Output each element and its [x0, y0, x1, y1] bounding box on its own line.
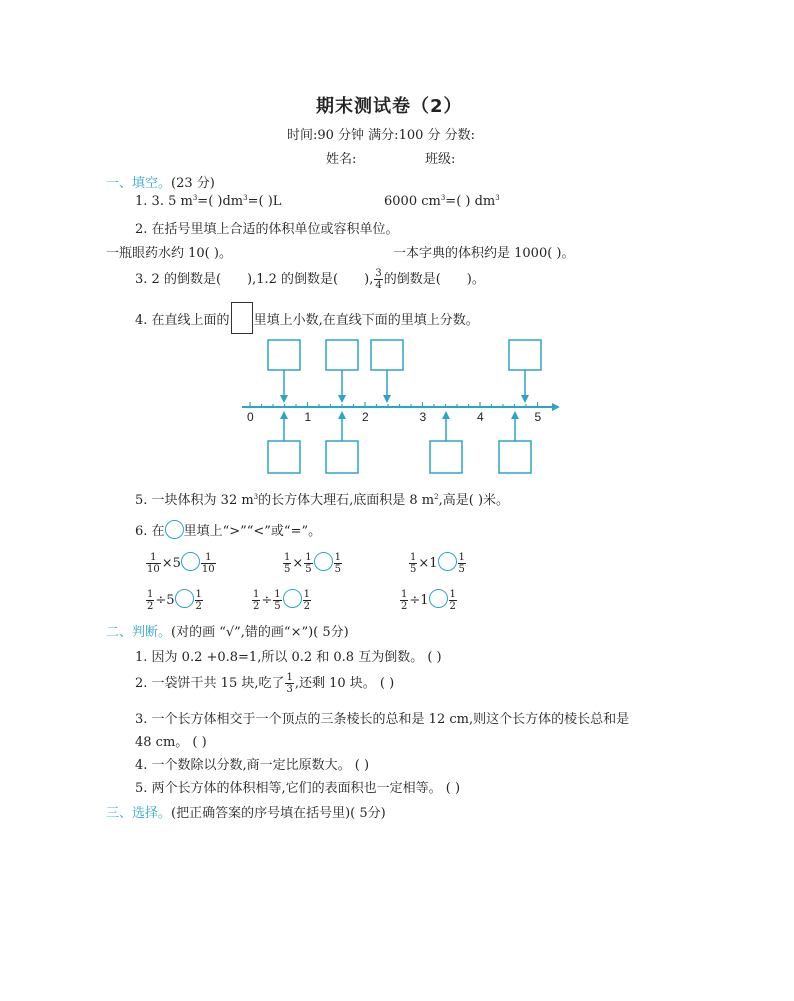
axis-arrowhead — [552, 403, 560, 411]
section1-heading: 一、填空。(23 分) — [106, 176, 215, 191]
compare-circle[interactable] — [175, 589, 194, 608]
compare-circle[interactable] — [314, 552, 333, 571]
tick-label: 1 — [304, 410, 312, 424]
number-line-diagram — [238, 333, 568, 478]
compare-5: $\frac{1}{2}$ ÷ $\frac{1}{5}$ $\frac{1}{2}$ — [253, 589, 311, 612]
exam-info: 时间:90 分钟 满分:100 分 分数: — [287, 128, 476, 143]
fill-q6: 6. 在 里填上“>”“<”或“=”。 — [135, 520, 321, 539]
section2-heading: 二、判断。(对的画 “√”,错的画“×”)( 5分) — [106, 625, 349, 640]
tick-label: 5 — [534, 410, 542, 424]
tick-label: 4 — [477, 410, 484, 424]
compare-circle[interactable] — [438, 552, 457, 571]
fill-q4: 4. 在直线上面的 里填上小数,在直线下面的里填上分数。 — [135, 302, 479, 334]
fill-q3: 3. 2 的倒数是( ),1.2 的倒数是( ), $\frac{3}{4}$ 的倒数是( )。 — [135, 268, 485, 291]
top-box-4 — [509, 340, 541, 370]
name-label: 姓名: — [326, 152, 357, 167]
bottom-box-4 — [499, 441, 531, 473]
fill-q2-left: 一瓶眼药水约 10( )。 — [106, 246, 232, 261]
bottom-box-3 — [430, 441, 462, 473]
section3-heading: 三、选择。(把正确答案的序号填在括号里)( 5分) — [106, 806, 386, 821]
fraction-3-4: $\frac{3}{4}$ — [375, 268, 382, 291]
tick-label: 3 — [419, 410, 427, 424]
page-title: 期末测试卷（2） — [316, 96, 463, 117]
fill-q2: 2. 在括号里填上合适的体积单位或容积单位。 — [135, 222, 399, 237]
fill-q5: 5. 一块体积为 32 $m^3$的长方体大理石,底面积是 8 $m^2$,高是( )米。 — [135, 493, 510, 508]
tick-label: 2 — [362, 410, 369, 424]
top-box-1 — [268, 340, 300, 370]
judge-q2: 2. 一袋饼干共 15 块,吃了 $\frac{1}{3}$ ,还剩 10 块。 ( ) — [135, 672, 395, 695]
fill-q1-part2: 6000 $cm^3=$( ) $dm^3$ — [384, 194, 500, 209]
answer-box-sample — [231, 302, 253, 334]
fill-q1: 1. 3. 5 $m^3=$( )$dm^3=$( )L — [135, 194, 282, 209]
judge-q4: 4. 一个数除以分数,商一定比原数大。 ( ) — [135, 758, 370, 773]
judge-q3: 3. 一个长方体相交于一个顶点的三条棱长的总和是 12 cm,则这个长方体的棱长总和是 — [135, 712, 630, 727]
judge-q1: 1. 因为 0.2 +0.8=1,所以 0.2 和 0.8 互为倒数。 ( ) — [135, 650, 442, 665]
tick-label: 0 — [247, 410, 254, 424]
compare-6: $\frac{1}{2}$ ÷1 $\frac{1}{2}$ — [401, 589, 456, 612]
compare-4: $\frac{1}{2}$ ÷5 $\frac{1}{2}$ — [147, 589, 202, 612]
compare-3: $\frac{1}{5}$ ×1 $\frac{1}{5}$ — [410, 552, 465, 575]
top-box-3 — [371, 340, 403, 370]
compare-1: $\frac{1}{10}$ ×5 $\frac{1}{10}$ — [147, 552, 215, 575]
compare-circle-sample — [165, 520, 184, 539]
judge-q5: 5. 两个长方体的体积相等,它们的表面积也一定相等。 ( ) — [135, 781, 461, 796]
bottom-box-2 — [326, 441, 358, 473]
compare-circle[interactable] — [429, 589, 448, 608]
fill-q2-right: 一本字典的体积约是 1000( )。 — [393, 246, 575, 261]
bottom-box-1 — [268, 441, 300, 473]
compare-circle[interactable] — [181, 552, 200, 571]
compare-circle[interactable] — [283, 589, 302, 608]
fraction-1-3: $\frac{1}{3}$ — [286, 672, 293, 695]
top-box-2 — [326, 340, 358, 370]
compare-2: $\frac{1}{5}$ × $\frac{1}{5}$ $\frac{1}{5}$ — [284, 552, 342, 575]
judge-q3-cont: 48 cm。 ( ) — [135, 735, 207, 750]
class-label: 班级: — [425, 152, 456, 167]
